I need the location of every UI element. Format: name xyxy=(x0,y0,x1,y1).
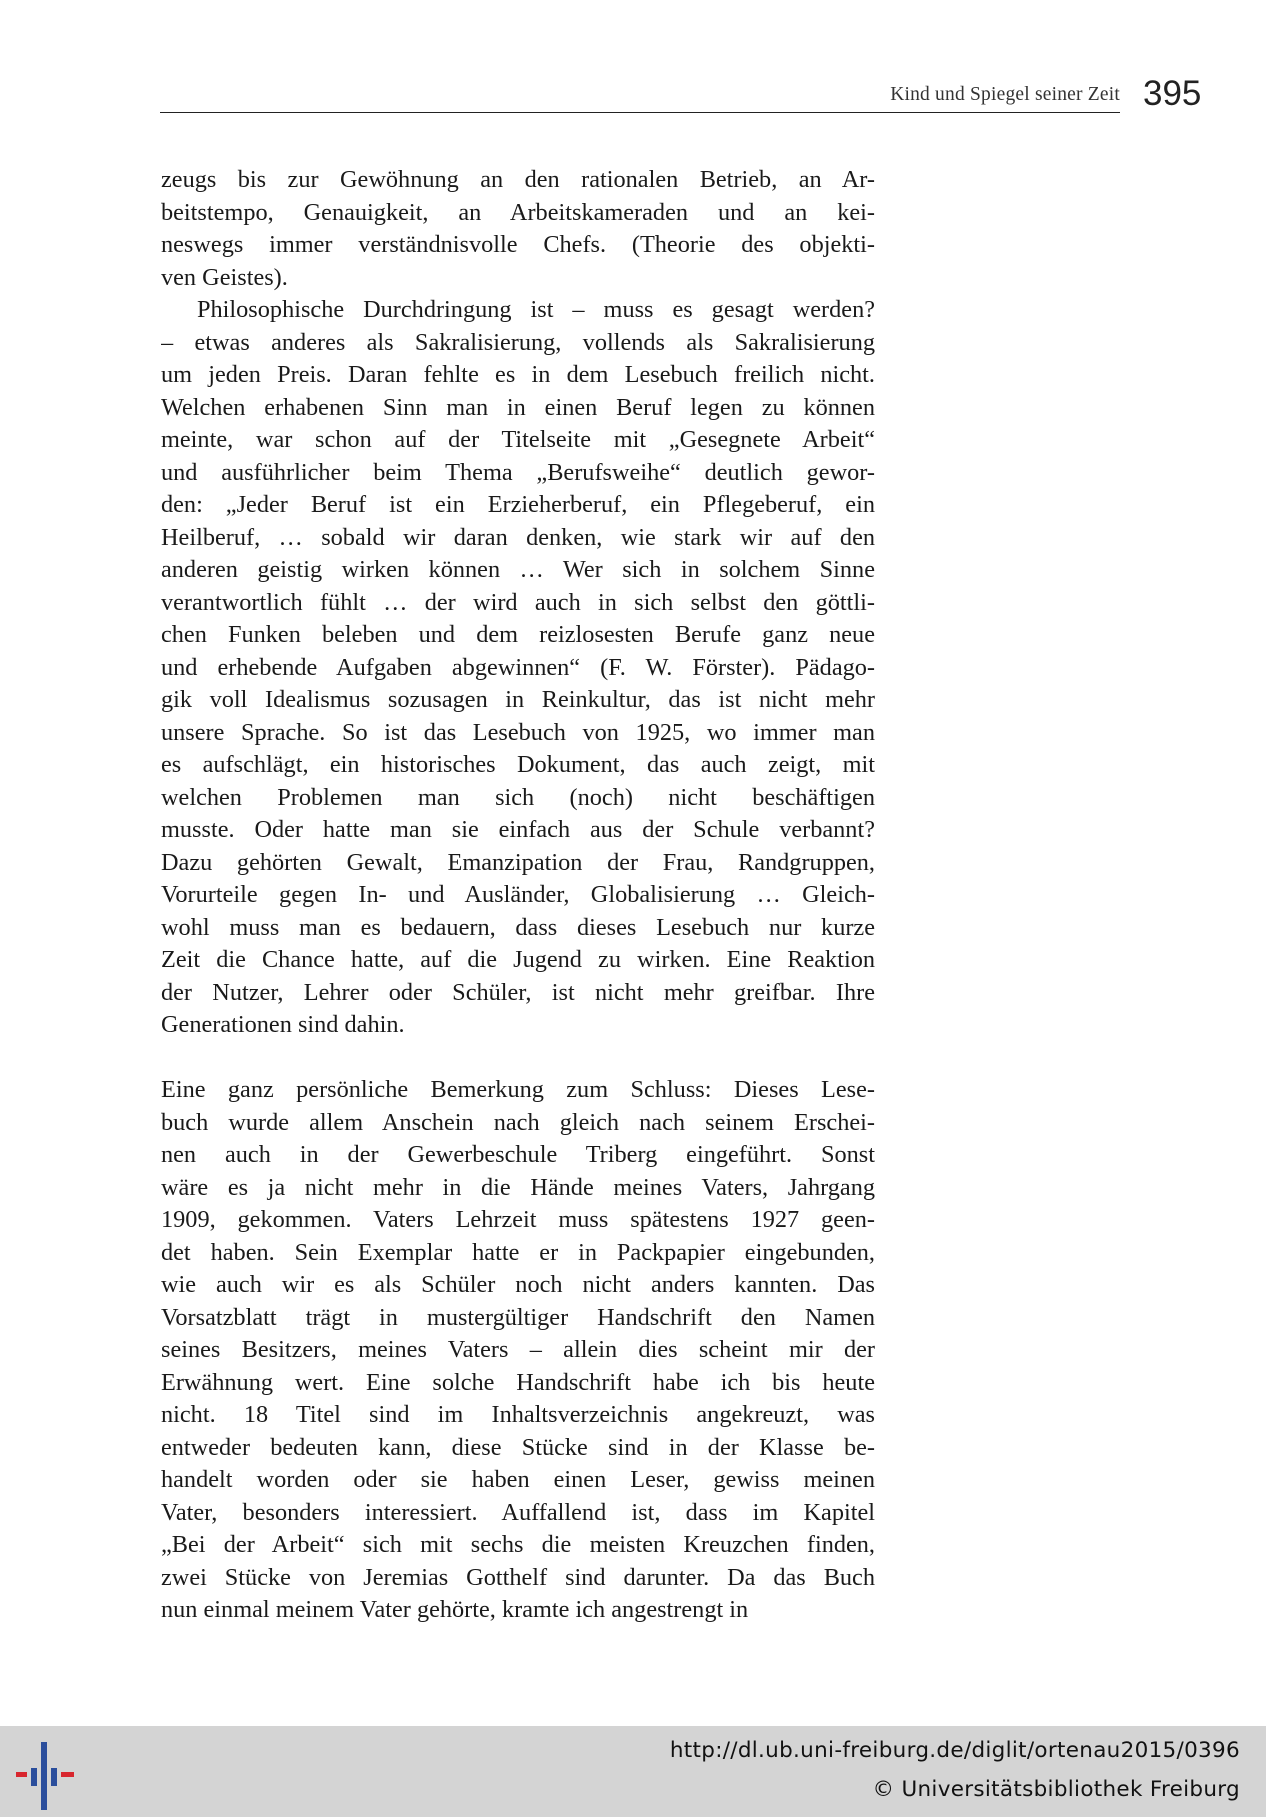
text-line: Philosophische Durchdringung ist – muss es gesagt werden? xyxy=(197,296,875,323)
text-line: Vorurteile gegen In- und Ausländer, Globalisierung … Gleich- xyxy=(161,881,875,908)
text-line: unsere Sprache. So ist das Lesebuch von 1925, wo immer man xyxy=(161,718,875,746)
text-line: handelt worden oder sie haben einen Leser, gewiss meinen xyxy=(161,1466,875,1493)
text-line: Heilberuf, … sobald wir daran denken, wie stark wir auf den xyxy=(161,523,875,551)
text-line: „Bei der Arbeit“ sich mit sechs die meisten Kreuzchen finden, xyxy=(161,1531,875,1558)
footer-copyright: © Universitätsbibliothek Freiburg xyxy=(872,1777,1240,1802)
text-line: Zeit die Chance hatte, auf die Jugend zu wirken. Eine Reaktion xyxy=(161,946,875,973)
text-line: den: „Jeder Beruf ist ein Erzieherberuf, ein Pflegeberuf, ein xyxy=(161,491,875,518)
paragraph xyxy=(161,164,875,294)
text-line: Generationen sind dahin. xyxy=(161,1011,405,1038)
text-line: und erhebende Aufgaben abgewinnen“ (F. W. Förster). Pädago- xyxy=(161,653,875,681)
text-line: zwei Stücke von Jeremias Gotthelf sind darunter. Da das Buch xyxy=(161,1563,875,1591)
text-line: chen Funken beleben und dem reizlosesten Berufe ganz neue xyxy=(161,621,875,648)
text-line: verantwortlich fühlt … der wird auch in sich selbst den göttli- xyxy=(161,588,875,616)
text-line: Welchen erhabenen Sinn man in einen Beruf legen zu können xyxy=(161,393,875,421)
text-line: Vater, besonders interessiert. Auffallend ist, dass im Kapitel xyxy=(161,1498,875,1526)
text-line: Vorsatzblatt trägt in mustergültiger Handschrift den Namen xyxy=(161,1303,875,1331)
paragraph-gap xyxy=(161,1042,875,1075)
paragraph xyxy=(161,1074,875,1627)
text-line: nicht. 18 Titel sind im Inhaltsverzeichnis angekreuzt, was xyxy=(161,1401,875,1428)
text-line: wie auch wir es als Schüler noch nicht anders kannten. Das xyxy=(161,1271,875,1298)
page-number: 395 xyxy=(1143,74,1202,113)
paragraph xyxy=(161,294,875,1042)
text-line: musste. Oder hatte man sie einfach aus der Schule verbannt? xyxy=(161,816,875,843)
text-line: beitstempo, Genauigkeit, an Arbeitskameraden und an kei- xyxy=(161,198,875,226)
text-line: zeugs bis zur Gewöhnung an den rationalen Betrieb, an Ar- xyxy=(161,166,875,193)
text-line: Eine ganz persönliche Bemerkung zum Schluss: Dieses Lese- xyxy=(161,1076,875,1103)
text-line: ven Geistes). xyxy=(161,263,288,291)
text-line: wäre es ja nicht mehr in die Hände meines Vaters, Jahrgang xyxy=(161,1173,875,1201)
text-line: anderen geistig wirken können … Wer sich in solchem Sinne xyxy=(161,556,875,583)
text-line: nun einmal meinem Vater gehörte, kramte ich angestrengt in xyxy=(161,1596,749,1623)
text-line: – etwas anderes als Sakralisierung, vollends als Sakralisierung xyxy=(161,328,875,356)
text-line: es aufschlägt, ein historisches Dokument, das auch zeigt, mit xyxy=(161,751,875,778)
running-header-title: Kind und Spiegel seiner Zeit xyxy=(890,84,1120,105)
footer-band xyxy=(0,1726,1266,1817)
text-line: und ausführlicher beim Thema „Berufsweihe“ deutlich gewor- xyxy=(161,458,875,486)
text-line: der Nutzer, Lehrer oder Schüler, ist nicht mehr greifbar. Ihre xyxy=(161,978,875,1006)
footer-url-link[interactable]: http://dl.ub.uni-freiburg.de/diglit/ortenau2015/0396 xyxy=(669,1738,1240,1763)
text-line: nen auch in der Gewerbeschule Triberg eingeführt. Sonst xyxy=(161,1141,875,1168)
text-line: neswegs immer verständnisvolle Chefs. (Theorie des objekti- xyxy=(161,231,875,258)
text-line: seines Besitzers, meines Vaters – allein dies scheint mir der xyxy=(161,1336,875,1363)
text-line: wohl muss man es bedauern, dass dieses Lesebuch nur kurze xyxy=(161,913,875,941)
text-line: det haben. Sein Exemplar hatte er in Packpapier eingebunden, xyxy=(161,1238,875,1266)
ub-freiburg-logo-icon xyxy=(14,1740,80,1812)
text-line: meinte, war schon auf der Titelseite mit „Gesegnete Arbeit“ xyxy=(161,426,875,453)
text-line: entweder bedeuten kann, diese Stücke sind in der Klasse be- xyxy=(161,1433,875,1461)
text-line: Erwähnung wert. Eine solche Handschrift habe ich bis heute xyxy=(161,1368,875,1396)
text-line: um jeden Preis. Daran fehlte es in dem Lesebuch freilich nicht. xyxy=(161,361,875,388)
text-line: Dazu gehörten Gewalt, Emanzipation der Frau, Randgruppen, xyxy=(161,848,875,876)
running-header xyxy=(160,72,1120,113)
body-text xyxy=(161,164,875,1627)
text-line: buch wurde allem Anschein nach gleich nach seinem Erschei- xyxy=(161,1108,875,1136)
text-line: 1909, gekommen. Vaters Lehrzeit muss spätestens 1927 geen- xyxy=(161,1206,875,1233)
text-line: gik voll Idealismus sozusagen in Reinkultur, das ist nicht mehr xyxy=(161,686,875,713)
text-line: welchen Problemen man sich (noch) nicht beschäftigen xyxy=(161,783,875,811)
